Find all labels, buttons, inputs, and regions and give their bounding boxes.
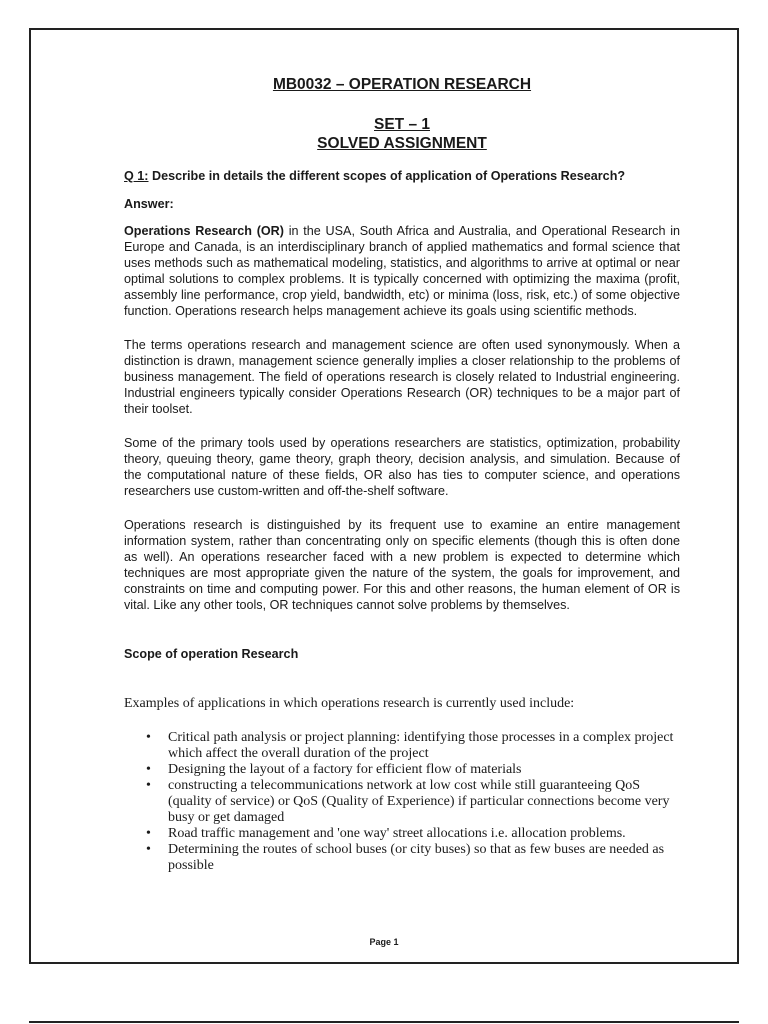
bullet-icon: • (146, 778, 151, 793)
list-item (146, 730, 680, 762)
list-item-text: Determining the routes of school buses (or city buses) so that as few buses are needed as possible (168, 842, 665, 873)
paragraph-1-text: in the USA, South Africa and Australia, and Operational Research in Europe and Canada, is an interdisciplinary branch of applied mathematics and formal science that uses methods such as mathematical modeling, statistics, and algorithms to arrive at optimal or near optimal solutions to complex problems. It is typically concerned with optimizing the maxima (profit, assembly line performance, crop yield, bandwidth, etc) or minima (loss, risk, etc.) of some objective function. Operations research helps management achieve its goals using scientific methods. (124, 224, 681, 318)
section-heading: Scope of operation Research (124, 647, 299, 661)
list-item-text: Road traffic management and 'one way' street allocations i.e. allocation problems. (168, 826, 626, 841)
applications-list (124, 730, 680, 874)
list-item (146, 778, 680, 826)
bullet-icon: • (146, 762, 151, 777)
bullet-icon: • (146, 730, 151, 745)
document-subtitle: SOLVED ASSIGNMENT (317, 135, 487, 152)
paragraph-4: Operations research is distinguished by its frequent use to examine an entire management information system, rather than concentrating only on specific elements (though this is often done as well). An operations researcher faced with a new problem is expected to determine which techniques are most appropriate given the nature of the system, the goals for improvement, and constraints on time and computing power. For this and other reasons, the human element of OR is vital. Like any other tools, OR techniques cannot solve problems by themselves. (124, 518, 680, 612)
examples-intro: Examples of applications in which operations research is currently used include: (124, 696, 575, 711)
list-item (146, 762, 680, 778)
page-number: Page 1 (369, 937, 399, 947)
paragraph-1 (124, 223, 680, 319)
next-page-border (29, 1021, 739, 1023)
applications-section (124, 696, 680, 874)
question-line (124, 168, 680, 184)
set-number: SET – 1 (374, 116, 430, 133)
list-item-text: Designing the layout of a factory for efficient flow of materials (168, 762, 522, 777)
answer-label: Answer: (124, 197, 174, 211)
document-title: MB0032 – OPERATION RESEARCH (272, 76, 532, 93)
bullet-icon: • (146, 842, 151, 857)
paragraph-2: The terms operations research and management science are often used synonymously. When a distinction is drawn, management science generally implies a closer relationship to the problems of business management. The field of operations research is closely related to Industrial engineering. Industrial engineers typically consider Operations Research (OR) techniques to be a major part of their toolset. (124, 338, 680, 416)
question-text: Describe in details the different scopes of application of Operations Research? (148, 169, 626, 183)
bullet-icon: • (146, 826, 151, 841)
document-body (124, 74, 680, 874)
list-item-text: Critical path analysis or project planning: identifying those processes in a complex project which affect the overall duration of the project (168, 730, 674, 761)
list-item (146, 842, 680, 874)
list-item-text: constructing a telecommunications network at low cost while still guaranteeing QoS (quality of service) or QoS (Quality of Experience) if particular connections become very busy or get damaged (168, 778, 670, 825)
paragraph-3: Some of the primary tools used by operations researchers are statistics, optimization, probability theory, queuing theory, game theory, graph theory, decision analysis, and simulation. Because of the computational nature of these fields, OR also has ties to computer science, and operations researchers use custom-written and off-the-shelf software. (124, 436, 680, 498)
list-item (146, 826, 680, 842)
question-number: Q 1: (124, 169, 149, 183)
paragraph-1-lead: Operations Research (OR) (124, 224, 284, 238)
